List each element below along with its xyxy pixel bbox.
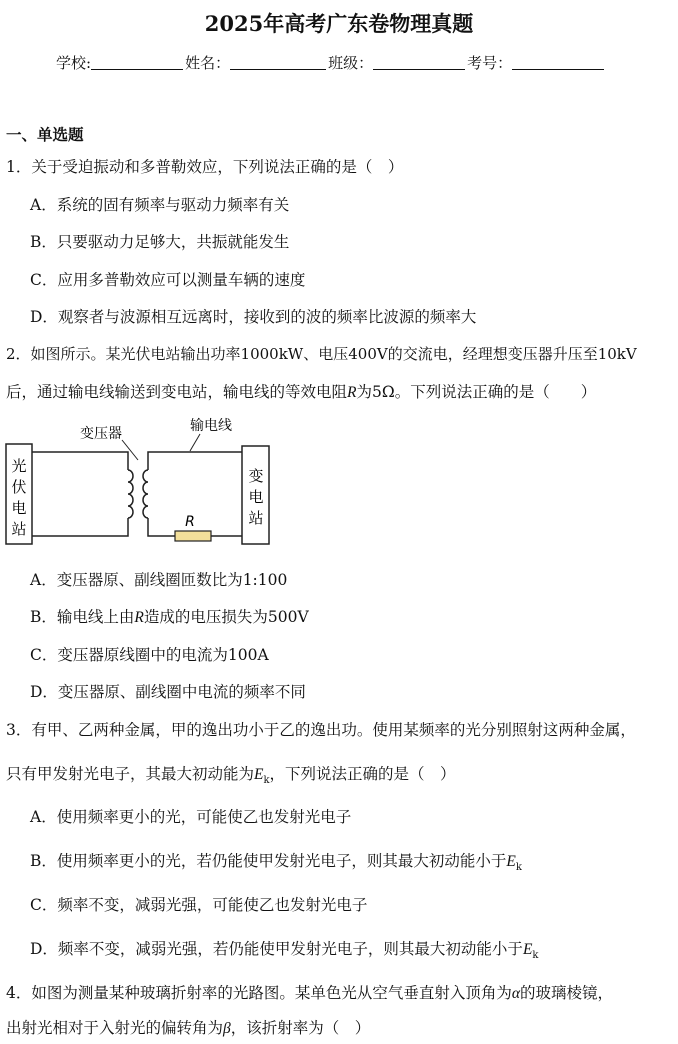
q2-option-b (30, 605, 309, 627)
name-label: 姓名： (185, 54, 231, 72)
q3-option-b-ek: E (506, 853, 516, 870)
page-title: 2025年高考广东卷物理真题 (204, 11, 474, 36)
pv-char-1: 光 (11, 457, 27, 475)
q3-stem-line2 (6, 762, 456, 786)
q2-stem-line2 (6, 380, 596, 402)
q3-ek-subscript: k (263, 775, 270, 787)
primary-wire-bottom (32, 518, 128, 536)
q3-option-a: A．使用频率更小的光，可能使乙也发射光电子 (30, 808, 352, 826)
q3-option-d-ek-sub: k (532, 950, 539, 962)
q2-option-b-post: 造成的电压损失为500V (143, 608, 309, 626)
q4-alpha: α (511, 985, 521, 1002)
secondary-coil (143, 470, 148, 518)
q2-option-b-pre: B．输电线上由 (30, 608, 135, 626)
circuit-diagram (0, 408, 290, 558)
q4-stem-line2-post: ，该折射率为（ ） (230, 1019, 371, 1037)
q1-stem: 1．关于受迫振动和多普勒效应，下列说法正确的是（ ） (6, 158, 404, 176)
line-top-wire (148, 452, 242, 470)
q2-stem-line1: 2．如图所示。某光伏电站输出功率1000kW、电压400V的交流电，经理想变压器升压至10kV (6, 345, 637, 363)
school-label: 学校: (56, 54, 92, 72)
pv-char-2: 伏 (11, 478, 27, 496)
primary-wire-top (32, 452, 128, 470)
q1-option-c: C．应用多普勒效应可以测量车辆的速度 (30, 271, 306, 289)
line-leader (190, 434, 200, 451)
q4-stem-line1-pre: 4．如图为测量某种玻璃折射率的光路图。某单色光从空气垂直射入顶角为 (6, 984, 512, 1002)
name-blank[interactable] (230, 54, 326, 70)
exam-no-blank[interactable] (512, 54, 604, 70)
class-label: 班级： (328, 54, 374, 72)
q3-option-b-pre: B．使用频率更小的光，若仍能使甲发射光电子，则其最大初动能小于 (30, 852, 507, 870)
exam-no-label: 考号： (467, 54, 513, 72)
line-bottom-wire-left (148, 518, 175, 536)
q4-stem-line2-pre: 出射光相对于入射光的偏转角为 (6, 1019, 224, 1037)
pv-char-3: 电 (11, 499, 27, 517)
q4-beta: β (223, 1020, 231, 1037)
q2-option-a: A．变压器原、副线圈匝数比为1:100 (30, 571, 288, 589)
resistor-r (175, 531, 211, 541)
q1-option-d: D．观察者与波源相互远离时，接收到的波的频率比波源的频率大 (30, 308, 477, 326)
school-blank[interactable] (91, 54, 183, 70)
q3-option-b-ek-sub: k (515, 862, 522, 874)
transformer-leader (122, 440, 138, 460)
transmission-line-label: 输电线 (190, 418, 232, 434)
q4-stem-line1-post: 的玻璃棱镜， (520, 984, 614, 1002)
q4-stem-line1 (6, 981, 613, 1003)
primary-coil (128, 470, 133, 518)
q3-option-c: C．频率不变，减弱光强，可能使乙也发射光电子 (30, 896, 368, 914)
q3-stem-line1: 3．有甲、乙两种金属，甲的逸出功小于乙的逸出功。使用某频率的光分别照射这两种金属， (6, 721, 636, 739)
transformer-label: 变压器 (80, 426, 122, 442)
sub-char-3: 站 (248, 509, 264, 527)
q3-option-d-ek: E (522, 941, 533, 958)
q2-stem-line2-pre: 后，通过输电线输送到变电站，输电线的等效电阻 (6, 383, 348, 401)
q3-option-d (30, 937, 538, 961)
q3-stem-line2-pre: 只有甲发射光电子，其最大初动能为 (6, 765, 255, 783)
q2-option-b-var: R (134, 609, 144, 626)
q3-stem-line2-post: ，下列说法正确的是（ ） (269, 765, 456, 783)
pv-char-4: 站 (11, 520, 27, 538)
q1-option-a: A．系统的固有频率与驱动力频率有关 (30, 196, 290, 214)
q3-option-b (30, 849, 522, 873)
q2-stem-line2-post: 为5Ω。下列说法正确的是（ ） (356, 383, 597, 401)
sub-char-2: 电 (248, 488, 264, 506)
q3-ek-symbol: E (254, 766, 264, 783)
q1-option-b: B．只要驱动力足够大，共振就能发生 (30, 233, 290, 251)
q2-option-c: C．变压器原线圈中的电流为100A (30, 646, 269, 664)
sub-char-1: 变 (248, 467, 264, 485)
q2-option-d: D．变压器原、副线圈中电流的频率不同 (30, 683, 306, 701)
q2-variable-r: R (347, 384, 357, 401)
student-info-line (56, 52, 606, 73)
section-heading: 一、单选题 (6, 125, 84, 144)
class-blank[interactable] (373, 54, 465, 70)
resistor-label: R (185, 514, 195, 530)
q4-stem-line2 (6, 1016, 370, 1038)
q3-option-d-pre: D．频率不变，减弱光强，若仍能使甲发射光电子，则其最大初动能小于 (30, 940, 523, 958)
